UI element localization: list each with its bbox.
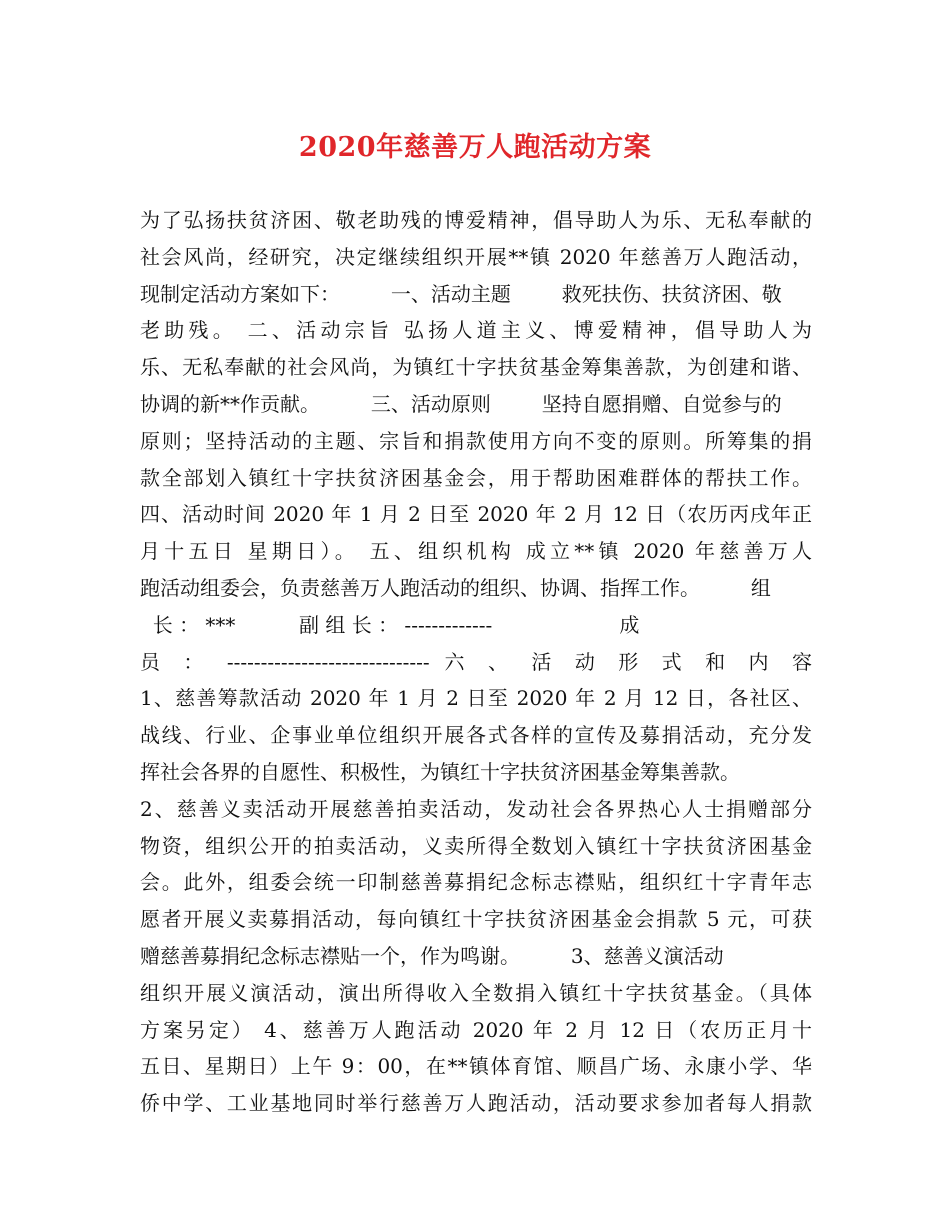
text-line: 1、慈善筹款活动 2020 年 1 月 2 日至 2020 年 2 月 12 日，各社区、 (140, 686, 812, 711)
text-line: 原则；坚持活动的主题、宗旨和捐款使用方向不变的原则。所筹集的捐 (140, 428, 812, 453)
text-line: 战线、行业、企事业单位组织开展各式各样的宣传及募捐活动，充分发 (140, 723, 812, 748)
text-line: 月十五日 星期日）。 五、组织机构 成立**镇 2020 年慈善万人 (140, 539, 812, 564)
text-line: 会。此外，组委会统一印制慈善募捐纪念标志襟贴，组织红十字青年志 (140, 870, 812, 895)
text-line: 乐、无私奉献的社会风尚，为镇红十字扶贫基金筹集善款，为创建和谐、 (140, 355, 812, 380)
text-line: 挥社会各界的自愿性、积极性，为镇红十字扶贫济困基金筹集善款。 (140, 759, 740, 784)
text-line: 协调的新**作贡献。 三、活动原则 坚持自愿捐赠、自觉参与的 (140, 391, 782, 416)
text-line: 四、活动时间 2020 年 1 月 2 日至 2020 年 2 月 12 日（农历丙戌年正 (140, 502, 812, 527)
text-line: 为了弘扬扶贫济困、敬老助残的博爱精神，倡导助人为乐、无私奉献的 (140, 208, 812, 232)
text-line: 2、慈善义卖活动开展慈善拍卖活动，发动社会各界热心人士捐赠部分 (140, 796, 812, 821)
text-line: 社会风尚，经研究，决定继续组织开展**镇 2020 年慈善万人跑活动， (140, 244, 812, 269)
text-line: 方案另定） 4、慈善万人跑活动 2020 年 2 月 12 日（农历正月十 (140, 1017, 812, 1042)
text-line: 现制定活动方案如下： 一、活动主题 救死扶伤、扶贫济困、敬 (140, 281, 782, 306)
text-line: 愿者开展义卖募捐活动，每向镇红十字扶贫济困基金会捐款 5 元，可获 (140, 907, 812, 932)
text-line: 组织开展义演活动，演出所得收入全数捐入镇红十字扶贫基金。（具体 (140, 980, 812, 1005)
text-line: 侨中学、工业基地同时举行慈善万人跑活动，活动要求参加者每人捐款 (140, 1091, 812, 1116)
text-line: 员 ： ------------------------------ 六 、 活 动 形 式 和 内 容 (140, 649, 812, 674)
text-line: 款全部划入镇红十字扶贫济困基金会，用于帮助困难群体的帮扶工作。 (140, 465, 812, 490)
document-title: 2020年慈善万人跑活动方案 (298, 132, 652, 163)
text-line: 跑活动组委会，负责慈善万人跑活动的组织、协调、指挥工作。 组 (140, 575, 771, 600)
text-line: 五日、星期日）上午 9：00，在**镇体育馆、顺昌广场、永康小学、华 (140, 1054, 812, 1079)
text-line: 长 ： *** 副 组 长 ： ------------- 成 (140, 612, 640, 637)
text-line: 赠慈善募捐纪念标志襟贴一个，作为鸣谢。 3、慈善义演活动 (140, 943, 724, 968)
text-line: 物资，组织公开的拍卖活动，义卖所得全数划入镇红十字扶贫济困基金 (140, 833, 812, 858)
document-body (140, 202, 812, 1122)
text-line: 老助残。 二、活动宗旨 弘扬人道主义、博爱精神，倡导助人为 (140, 318, 812, 343)
